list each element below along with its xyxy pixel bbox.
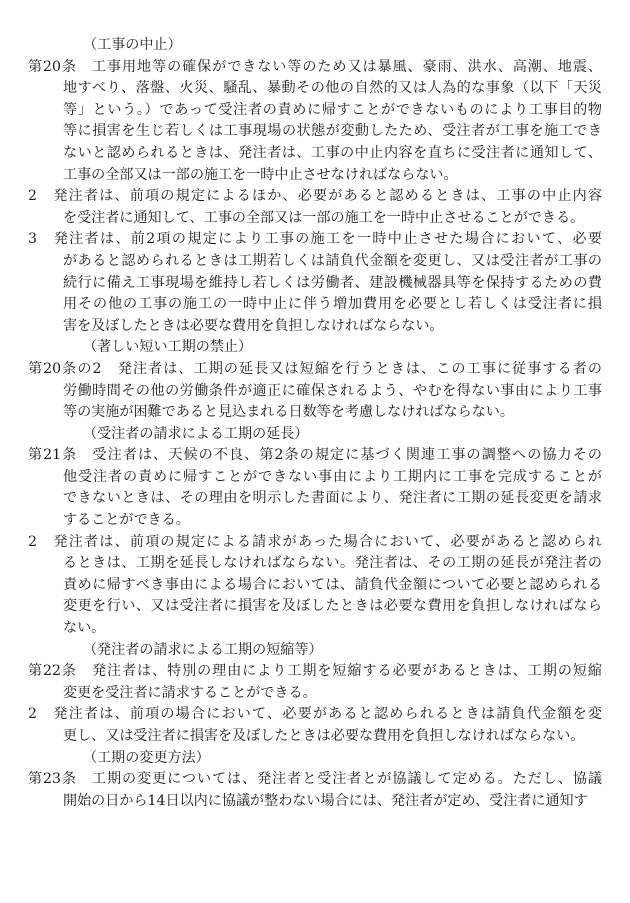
text-line: 開始の日から14日以内に協議が整わない場合には、発注者が定め、受注者に通知す [63, 792, 588, 809]
text-line: 等の実施が困難であると見込まれる日数等を考慮しなければならない。 [63, 404, 514, 421]
text-line: 他受注者の責めに帰すことができない事由により工期内に工事を完成することが [63, 468, 602, 485]
text-line: 等」という。）であって受注者の責めに帰すことができないものにより工事目的物 [63, 101, 602, 118]
text-line: 第22条 発注者は、特別の理由により工期を短縮する必要があるときは、工期の短縮 [28, 663, 602, 680]
article-paragraph [28, 445, 602, 531]
text-line: 第20条の2 発注者は、工期の延長又は短縮を行うときは、この工事に従事する者の [28, 360, 602, 377]
text-line: 用その他の工事の施工の一時中止に伴う増加費用を必要とし若しくは受注者に損 [63, 296, 602, 313]
text-line: 変更を受注者に請求することができる。 [63, 684, 317, 701]
article-heading: （受注者の請求による工期の延長） [83, 425, 309, 442]
text-line: 3 発注者は、前2項の規定により工事の施工を一時中止させた場合において、必要 [28, 231, 602, 248]
article-paragraph [28, 359, 602, 424]
text-line: 2 発注者は、前項の場合において、必要があると認められるときは請負代金額を変 [28, 706, 602, 723]
article-heading: （発注者の請求による工期の短縮等） [83, 641, 323, 658]
text-line: 第23条 工期の変更については、発注者と受注者とが協議して定める。ただし、協議 [28, 771, 602, 788]
text-line: 更し、又は受注者に損害を及ぼしたときは必要な費用を負担しなければならない。 [63, 728, 585, 744]
text-line: 第21条 受注者は、天候の不良、第2条の規定に基づく関連工事の調整への協力その [28, 447, 602, 464]
article-heading: （工事の中止） [83, 37, 182, 53]
text-line: できないときは、その理由を明示した書面により、発注者に工期の延長変更を請求 [63, 490, 602, 507]
text-line: することができる。 [63, 512, 190, 529]
text-line: 地すべり、落盤、火災、騒乱、暴動その他の自然的又は人為的な事象（以下「天災 [63, 80, 602, 97]
article-paragraph [28, 229, 602, 337]
article-heading: （工期の変更方法） [83, 749, 210, 766]
text-line: 工事の全部又は一部の施工を一時中止させなければならない。 [63, 166, 458, 183]
text-line: 害を及ぼしたときは必要な費用を負担しなければならない。 [63, 317, 444, 334]
text-line: ないと認められるときは、発注者は、工事の中止内容を直ちに受注者に通知して、 [63, 144, 602, 161]
article-paragraph [28, 704, 602, 747]
text-line: を受注者に通知して、工事の全部又は一部の施工を一時中止させることができる。 [63, 209, 585, 226]
text-line: 2 発注者は、前項の規定による請求があった場合において、必要があると認められ [28, 533, 602, 550]
text-line: 労働時間その他の労働条件が適正に確保されるよう、やむを得ない事由により工事 [63, 382, 602, 399]
article-paragraph [28, 661, 602, 704]
article-paragraph [28, 532, 602, 640]
article-paragraph [28, 57, 602, 187]
text-line: 続行に備え工事現場を維持し若しくは労働者、建設機械器具等を保持するための費 [63, 274, 602, 291]
article-heading: （著しい短い工期の禁止） [83, 339, 253, 356]
text-line: 2 発注者は、前項の規定によるほか、必要があると認めるときは、工事の中止内容 [28, 188, 602, 205]
text-line: 第20条 工事用地等の確保ができない等のため又は暴風、豪雨、洪水、高潮、地震、 [28, 58, 602, 75]
text-line: るときは、工期を延長しなければならない。発注者は、その工期の延長が発注者の [63, 555, 602, 572]
text-line: があると認められるときは工期若しくは請負代金額を変更し、又は受注者が工事の [63, 252, 602, 269]
text-line: 等に損害を生じ若しくは工事現場の状態が変動したため、受注者が工事を施工でき [63, 123, 602, 140]
text-line: 変更を行い、又は受注者に損害を及ぼしたときは必要な費用を負担しなければなら [63, 598, 602, 615]
text-line: 責めに帰すべき事由による場合においては、請負代金額について必要と認められる [63, 576, 602, 593]
text-line: ない。 [63, 620, 106, 637]
article-paragraph [28, 186, 602, 229]
article-paragraph [28, 769, 602, 812]
